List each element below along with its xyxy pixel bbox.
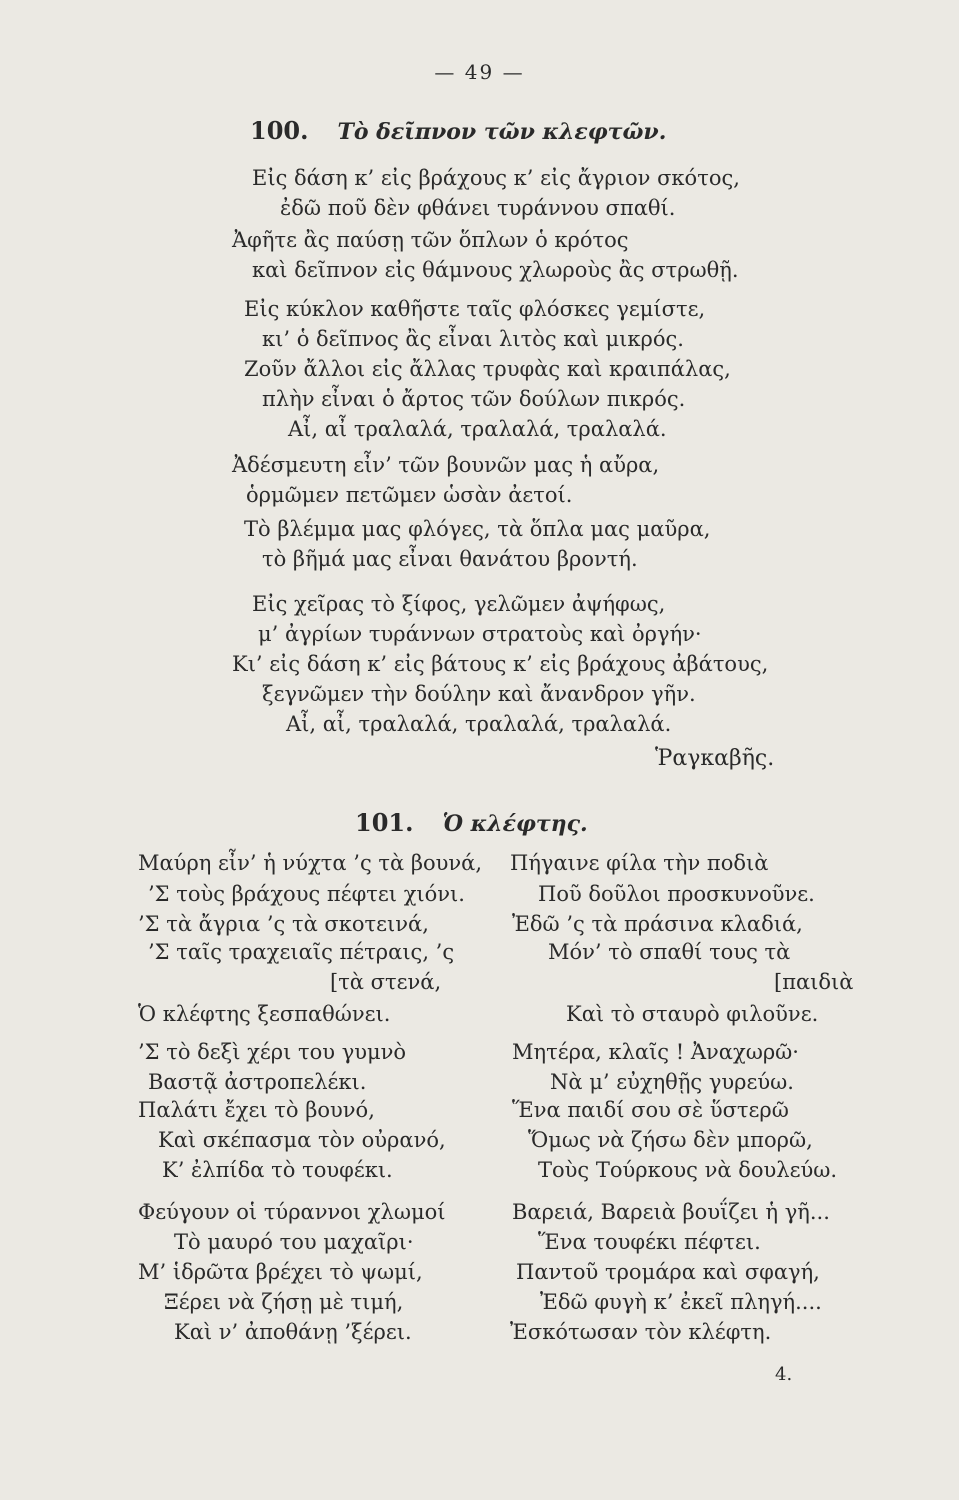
- poem-line: Ἕνα τουφέκι πέφτει.: [538, 1230, 761, 1254]
- poem-line: Τοὺς Τούρκους νὰ δουλεύω.: [538, 1158, 838, 1182]
- poem-line: ὁρμῶμεν πετῶμεν ὡσὰν ἀετοί.: [246, 483, 573, 507]
- poem-line: Πήγαινε φίλα τὴν ποδιὰ: [510, 851, 769, 875]
- poem-line: τὸ βῆμά μας εἶναι θανάτου βροντή.: [262, 547, 638, 571]
- poem-line: πλὴν εἶναι ὁ ἄρτος τῶν δούλων πικρός.: [262, 387, 686, 411]
- poem-line: κι’ ὁ δεῖπνος ἂς εἶναι λιτὸς καὶ μικρός.: [262, 327, 684, 351]
- poem-100-title: Τὸ δεῖπνον τῶν κλεφτῶν.: [337, 119, 667, 145]
- poem-line: [τὰ στενά,: [330, 970, 442, 994]
- poem-line: Κι’ εἰς δάση κ’ εἰς βάτους κ’ εἰς βράχους ἀβάτους,: [232, 652, 769, 676]
- signature-mark: 4.: [775, 1364, 793, 1385]
- poem-line: Μ’ ἱδρῶτα βρέχει τὸ ψωμί,: [138, 1260, 423, 1284]
- poem-line: Νὰ μ’ εὐχηθῇς γυρεύω.: [550, 1070, 794, 1094]
- poem-line: Βαρειά, Βαρειὰ βουΐζει ἡ γῆ...: [512, 1200, 830, 1224]
- poem-line: ’Σ τὸ δεξὶ χέρι του γυμνὸ: [138, 1040, 407, 1064]
- poem-line: Ὅμως νὰ ζήσω δὲν μπορῶ,: [528, 1128, 813, 1152]
- poem-line: Ποῦ δοῦλοι προσκυνοῦνε.: [538, 882, 815, 906]
- poem-line: Ὁ κλέφτης ξεσπαθώνει.: [138, 1002, 391, 1026]
- poem-line: ’Σ τοὺς βράχους πέφτει χιόνι.: [148, 882, 465, 906]
- poem-line: μ’ ἀγρίων τυράννων στρατοὺς καὶ ὀργήν·: [258, 622, 702, 646]
- poem-line: Ξέρει νὰ ζήσῃ μὲ τιμή,: [164, 1290, 404, 1314]
- poem-line: Αἶ, αἶ τραλαλά, τραλαλά, τραλαλά.: [288, 417, 667, 441]
- poem-line: Ἕνα παιδί σου σὲ ὕστερῶ: [512, 1098, 789, 1122]
- poem-line: Καὶ σκέπασμα τὸν οὐρανό,: [158, 1128, 446, 1152]
- poem-line: Καὶ ν’ ἀποθάνῃ ’ξέρει.: [174, 1320, 412, 1344]
- poem-line: Εἰς δάση κ’ εἰς βράχους κ’ εἰς ἄγριον σκότος,: [252, 166, 740, 190]
- poem-line: Αἶ, αἶ, τραλαλά, τραλαλά, τραλαλά.: [286, 712, 672, 736]
- poem-line: Παντοῦ τρομάρα καὶ σφαγή,: [516, 1260, 820, 1284]
- poem-line: Τὸ μαυρό του μαχαῖρι·: [174, 1230, 414, 1254]
- poem-line: [παιδιὰ: [774, 970, 854, 994]
- poem-line: Μαύρη εἶν’ ἡ νύχτα ’ς τὰ βουνά,: [138, 851, 483, 875]
- poem-101-heading: [355, 808, 588, 837]
- poem-line: Ἀδέσμευτη εἶν’ τῶν βουνῶν μας ἡ αὔρα,: [232, 453, 660, 477]
- poem-line: Εἰς κύκλον καθῆστε ταῖς φλόσκες γεμίστε,: [244, 297, 706, 321]
- poem-line: Φεύγουν οἱ τύραννοι χλωμοί: [138, 1200, 446, 1224]
- poem-line: ’Σ τὰ ἄγρια ’ς τὰ σκοτεινά,: [138, 912, 429, 936]
- poem-line: καὶ δεῖπνον εἰς θάμνους χλωροὺς ἂς στρωθῇ.: [252, 258, 739, 282]
- poem-line: ’Σ ταῖς τραχειαῖς πέτραις, ’ς: [148, 940, 455, 964]
- poem-line: Ἐδῶ φυγὴ κ’ ἐκεῖ πληγή....: [540, 1290, 822, 1314]
- poem-100-number: 100.: [250, 116, 309, 145]
- poem-line: Βαστᾷ ἀστροπελέκι.: [148, 1070, 367, 1094]
- poem-line: Κ’ ἐλπίδα τὸ τουφέκι.: [162, 1158, 393, 1182]
- poem-100-heading: [250, 116, 666, 145]
- poem-line: Εἰς χεῖρας τὸ ξίφος, γελῶμεν ἀψήφως,: [252, 592, 666, 616]
- poem-100-author: Ῥαγκαβῆς.: [655, 746, 775, 771]
- page-number: — 49 —: [434, 60, 525, 84]
- poem-line: Παλάτι ἔχει τὸ βουνό,: [138, 1098, 375, 1122]
- poem-line: Τὸ βλέμμα μας φλόγες, τὰ ὅπλα μας μαῦρα,: [244, 517, 711, 541]
- poem-line: Ἐδῶ ’ς τὰ πράσινα κλαδιά,: [512, 912, 803, 936]
- poem-line: Ζοῦν ἄλλοι εἰς ἄλλας τρυφὰς καὶ κραιπάλας,: [244, 357, 731, 381]
- poem-line: Μόν’ τὸ σπαθί τους τὰ: [548, 940, 791, 964]
- poem-line: Ἐσκότωσαν τὸν κλέφτη.: [510, 1320, 772, 1344]
- poem-line: Καὶ τὸ σταυρὸ φιλοῦνε.: [566, 1002, 819, 1026]
- poem-line: ξεγνῶμεν τὴν δούλην καὶ ἄνανδρον γῆν.: [262, 682, 696, 706]
- poem-101-number: 101.: [355, 808, 414, 837]
- poem-101-title: Ὁ κλέφτης.: [442, 811, 588, 837]
- poem-line: Μητέρα, κλαῖς ! Ἀναχωρῶ·: [512, 1040, 799, 1064]
- poem-line: Ἀφῆτε ἂς παύσῃ τῶν ὅπλων ὁ κρότος: [232, 228, 629, 252]
- poem-line: ἐδῶ ποῦ δὲν φθάνει τυράννου σπαθί.: [280, 196, 676, 220]
